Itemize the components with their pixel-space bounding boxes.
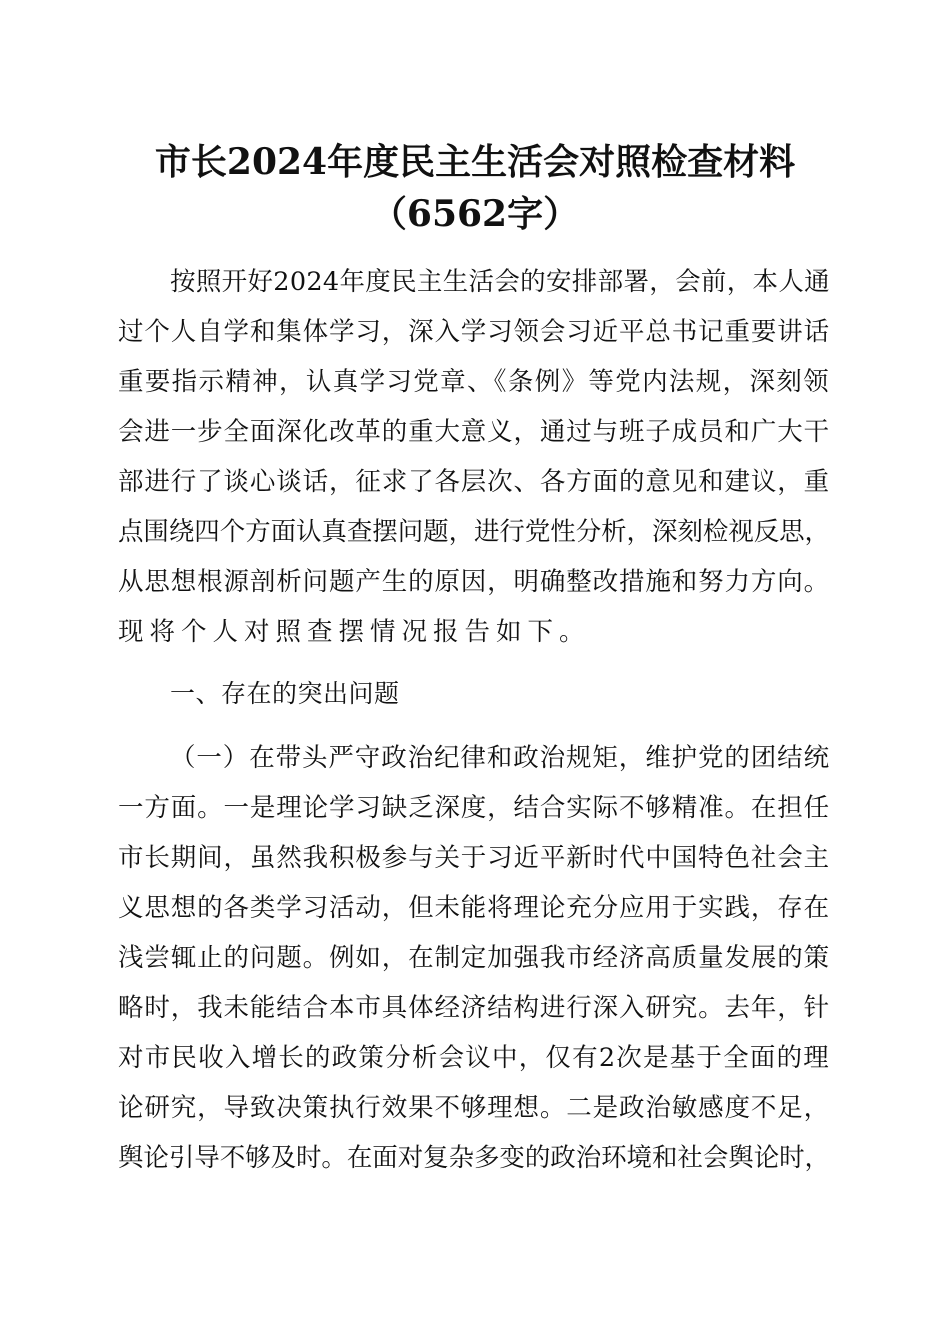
paragraph-line: 按照开好2024年度民主生活会的安排部署，会前，本人通	[170, 267, 830, 297]
paragraph-line: 舆论引导不够及时。在面对复杂多变的政治环境和社会舆论时，	[118, 1143, 830, 1173]
paragraph-line: 对市民收入增长的政策分析会议中，仅有2次是基于全面的理	[118, 1043, 830, 1073]
paragraph-line: 略时，我未能结合本市具体经济结构进行深入研究。去年，针	[118, 993, 830, 1023]
paragraph-line: 点围绕四个方面认真查摆问题，进行党性分析，深刻检视反思，	[118, 517, 830, 547]
paragraph-line: 义思想的各类学习活动，但未能将理论充分应用于实践，存在	[118, 893, 830, 923]
paragraph-line: 论研究，导致决策执行效果不够理想。二是政治敏感度不足，	[118, 1093, 830, 1123]
document-title: 市长2024年度民主生活会对照检查材料	[154, 141, 796, 183]
paragraph-line: 从思想根源剖析问题产生的原因，明确整改措施和努力方向。	[118, 567, 830, 597]
document-subtitle: （6562字）	[370, 193, 580, 235]
paragraph-line: 部进行了谈心谈话，征求了各层次、各方面的意见和建议，重	[118, 467, 830, 497]
paragraph-line: 现将个人对照查摆情况报告如下。	[118, 617, 591, 647]
paragraph-line: 会进一步全面深化改革的重大意义，通过与班子成员和广大干	[118, 417, 830, 447]
paragraph-line: 重要指示精神，认真学习党章、《条例》等党内法规，深刻领	[118, 367, 830, 397]
paragraph-line: 一方面。一是理论学习缺乏深度，结合实际不够精准。在担任	[118, 793, 830, 823]
section-heading: 一、存在的突出问题	[170, 679, 400, 708]
paragraph-line: 过个人自学和集体学习，深入学习领会习近平总书记重要讲话	[118, 317, 830, 347]
paragraph-line: 浅尝辄止的问题。例如，在制定加强我市经济高质量发展的策	[118, 943, 830, 973]
paragraph-line: （一）在带头严守政治纪律和政治规矩，维护党的团结统	[170, 743, 830, 773]
paragraph-line: 市长期间，虽然我积极参与关于习近平新时代中国特色社会主	[118, 843, 830, 873]
